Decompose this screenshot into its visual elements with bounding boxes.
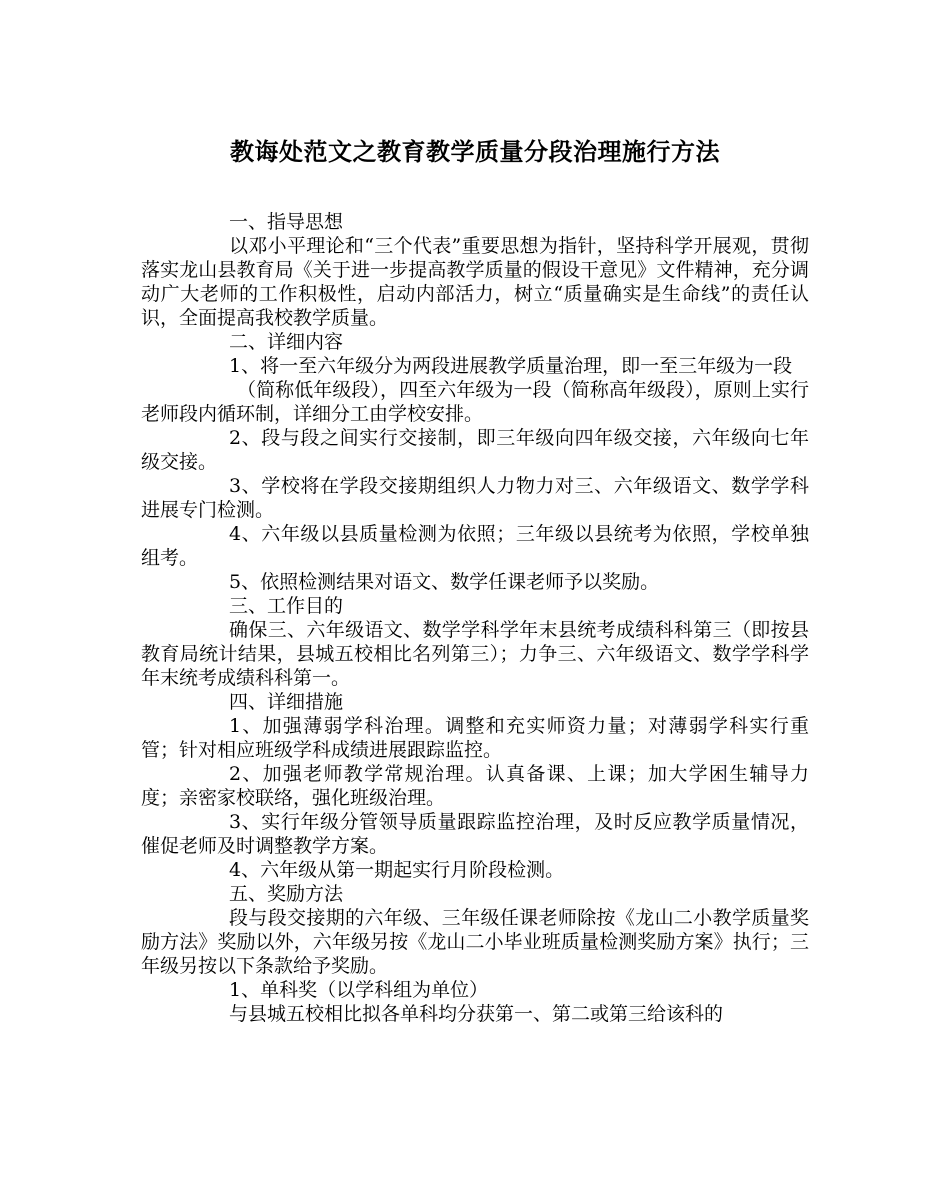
document-body	[141, 210, 809, 1026]
paragraph-measure-4: 4、六年级从第一期起实行月阶段检测。	[229, 859, 565, 881]
section-heading-guiding-ideology: 一、指导思想	[229, 211, 344, 233]
paragraph-item-3: 3、学校将在学段交接期组织人力物力对三、六年级语文、数学学科进展专门检测。	[141, 475, 809, 521]
paragraph-goals: 确保三、六年级语文、数学学科学年末县统考成绩科科第三（即按县教育局统计结果，县城五校相比名列第三）；力争三、六年级语文、数学学科学年末统考成绩科科第一。	[141, 619, 809, 689]
paragraph-measure-1: 1、加强薄弱学科治理。调整和充实师资力量；对薄弱学科实行重管；针对相应班级学科成绩进展跟踪监控。	[141, 715, 809, 761]
paragraph-measure-3: 3、实行年级分管领导质量跟踪监控治理，及时反应教学质量情况，催促老师及时调整教学方案。	[141, 811, 809, 857]
section-heading-measures: 四、详细措施	[229, 691, 344, 713]
paragraph-guiding-ideology: 以邓小平理论和“三个代表”重要思想为指针，坚持科学开展观，贯彻落实龙山县教育局《关于进一步提高教学质量的假设干意见》文件精神，充分调动广大老师的工作积极性，启动内部活力，树立“质量确实是生命线”的责任认识，全面提高我校教学质量。	[141, 235, 809, 329]
paragraph-reward-single-subject: 1、单科奖（以学科组为单位）	[229, 979, 489, 1001]
paragraph-item-1-continued: （简称低年级段），四至六年级为一段（简称高年级段），原则上实行老师段内循环制，详细分工由学校安排。	[141, 379, 809, 425]
paragraph-measure-2: 2、加强老师教学常规治理。认真备课、上课；加大学困生辅导力度；亲密家校联络，强化班级治理。	[141, 763, 809, 809]
paragraph-reward-single-subject-detail: 与县城五校相比拟各单科均分获第一、第二或第三给该科的	[229, 1003, 724, 1025]
paragraph-item-4: 4、六年级以县质量检测为依照；三年级以县统考为依照，学校单独组考。	[141, 523, 809, 569]
paragraph-rewards: 段与段交接期的六年级、三年级任课老师除按《龙山二小教学质量奖励方法》奖励以外，六年级另按《龙山二小毕业班质量检测奖励方案》执行；三年级另按以下条款给予奖励。	[141, 907, 809, 977]
document-title: 教诲处范文之教育教学质量分段治理施行方法	[230, 138, 720, 166]
section-heading-details: 二、详细内容	[229, 331, 344, 353]
paragraph-item-2: 2、段与段之间实行交接制，即三年级向四年级交接，六年级向七年级交接。	[141, 427, 809, 473]
section-heading-rewards: 五、奖励方法	[229, 883, 344, 905]
paragraph-item-5: 5、依照检测结果对语文、数学任课老师予以奖励。	[229, 571, 660, 593]
paragraph-item-1: 1、将一至六年级分为两段进展教学质量治理，即一至三年级为一段	[229, 355, 793, 377]
section-heading-goals: 三、工作目的	[229, 595, 344, 617]
